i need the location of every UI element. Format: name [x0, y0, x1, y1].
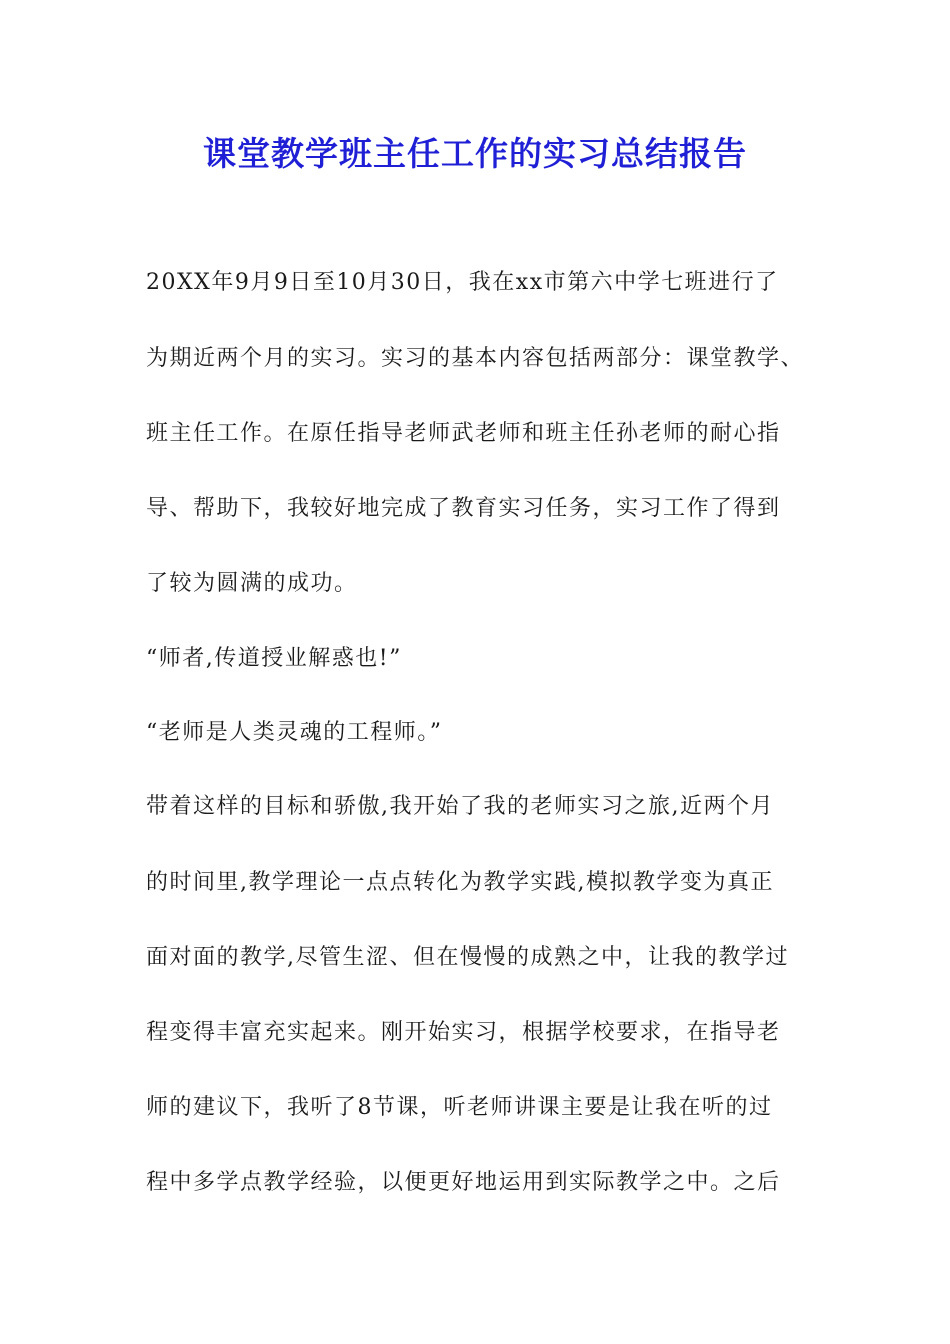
body-line-3: 班主任工作。在原任指导老师武老师和班主任孙老师的耐心指: [146, 421, 781, 446]
body-line-10: 师的建议下，我听了8节课，听老师讲课主要是让我在听的过: [146, 1095, 773, 1120]
body-line-1: 20XX年9月9日至10月30日，我在xx市第六中学七班进行了: [146, 270, 779, 295]
quote-line-1: “师者,传道授业解惑也!”: [146, 646, 402, 671]
body-line-4: 导、帮助下，我较好地完成了教育实习任务，实习工作了得到: [146, 496, 781, 521]
body-line-2: 为期近两个月的实习。实习的基本内容包括两部分：课堂教学、: [146, 346, 805, 371]
body-line-8: 面对面的教学,尽管生涩、但在慢慢的成熟之中，让我的教学过: [146, 945, 789, 970]
body-line-9: 程变得丰富充实起来。刚开始实习，根据学校要求，在指导老: [146, 1020, 781, 1045]
body-line-7: 的时间里,教学理论一点点转化为教学实践,模拟教学变为真正: [146, 870, 774, 895]
body-line-6: 带着这样的目标和骄傲,我开始了我的老师实习之旅,近两个月: [146, 794, 774, 819]
body-line-5: 了较为圆满的成功。: [146, 571, 358, 596]
body-line-11: 程中多学点教学经验，以便更好地运用到实际教学之中。之后: [146, 1170, 781, 1195]
document-title: 课堂教学班主任工作的实习总结报告: [203, 134, 747, 173]
quote-line-2: “老师是人类灵魂的工程师。”: [146, 720, 443, 745]
